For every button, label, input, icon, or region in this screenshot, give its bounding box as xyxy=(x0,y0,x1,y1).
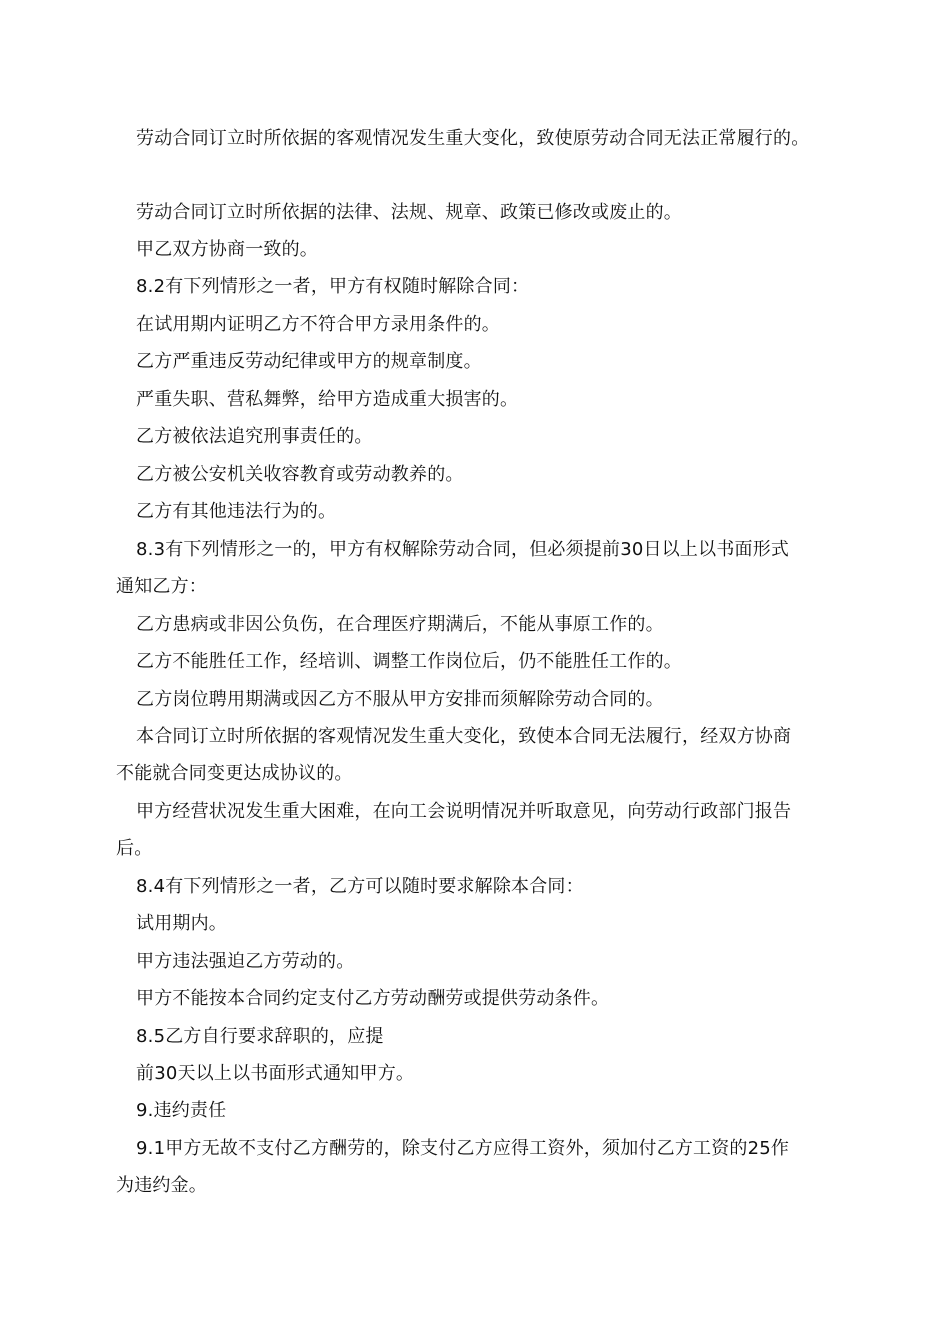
paragraph-line: 乙方岗位聘用期满或因乙方不服从甲方安排而须解除劳动合同的。 xyxy=(136,689,664,710)
paragraph-line: 本合同订立时所依据的客观情况发生重大变化，致使本合同无法履行，经双方协商 xyxy=(136,726,792,747)
paragraph-line: 为违约金。 xyxy=(116,1175,207,1196)
clause-heading: 8.4有下列情形之一者，乙方可以随时要求解除本合同： xyxy=(136,876,584,897)
paragraph-line: 甲方违法强迫乙方劳动的。 xyxy=(136,951,355,972)
paragraph-line: 甲方经营状况发生重大困难，在向工会说明情况并听取意见，向劳动行政部门报告 xyxy=(136,801,792,822)
paragraph-line: 在试用期内证明乙方不符合甲方录用条件的。 xyxy=(136,314,500,335)
paragraph-line: 不能就合同变更达成协议的。 xyxy=(116,763,353,784)
paragraph-line: 后。 xyxy=(116,838,153,859)
paragraph-line: 前30天以上以书面形式通知甲方。 xyxy=(136,1063,415,1084)
paragraph-line: 劳动合同订立时所依据的客观情况发生重大变化，致使原劳动合同无法正常履行的。 xyxy=(136,128,810,149)
clause-heading: 8.5乙方自行要求辞职的，应提 xyxy=(136,1026,384,1047)
clause-heading: 8.3有下列情形之一的，甲方有权解除劳动合同，但必须提前30日以上以书面形式 xyxy=(136,539,790,560)
paragraph-line: 乙方不能胜任工作，经培训、调整工作岗位后，仍不能胜任工作的。 xyxy=(136,651,682,672)
paragraph-line: 通知乙方： xyxy=(116,576,207,597)
paragraph-line: 乙方被依法追究刑事责任的。 xyxy=(136,426,373,447)
clause-heading: 8.2有下列情形之一者，甲方有权随时解除合同： xyxy=(136,276,530,297)
section-heading: 9.违约责任 xyxy=(136,1100,227,1121)
paragraph-line: 严重失职、营私舞弊，给甲方造成重大损害的。 xyxy=(136,389,519,410)
paragraph-line: 甲方不能按本合同约定支付乙方劳动酬劳或提供劳动条件。 xyxy=(136,988,610,1009)
paragraph-line: 乙方有其他违法行为的。 xyxy=(136,501,337,522)
paragraph-line: 劳动合同订立时所依据的法律、法规、规章、政策已修改或废止的。 xyxy=(136,202,682,223)
paragraph-line: 乙方被公安机关收容教育或劳动教养的。 xyxy=(136,464,464,485)
paragraph-line: 甲乙双方协商一致的。 xyxy=(136,239,318,260)
clause-heading: 9.1甲方无故不支付乙方酬劳的，除支付乙方应得工资外，须加付乙方工资的25作 xyxy=(136,1138,790,1159)
paragraph-line: 试用期内。 xyxy=(136,913,227,934)
paragraph-line: 乙方患病或非因公负伤，在合理医疗期满后，不能从事原工作的。 xyxy=(136,614,664,635)
paragraph-line: 乙方严重违反劳动纪律或甲方的规章制度。 xyxy=(136,351,482,372)
